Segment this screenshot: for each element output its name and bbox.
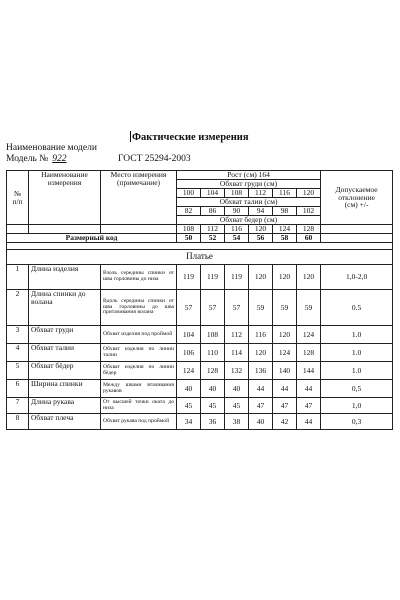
- measurement-value: 44: [249, 380, 273, 398]
- size-code: 52: [201, 234, 225, 243]
- table-row: [7, 380, 393, 398]
- measurement-value: 40: [201, 380, 225, 398]
- blank-cell: [101, 225, 177, 234]
- measurement-value: 45: [201, 398, 225, 414]
- measurement-value: 59: [273, 290, 297, 326]
- measurement-value: 112: [225, 326, 249, 344]
- measurement-place: Обхват изделия под проймой: [101, 326, 177, 344]
- row-number: 1: [7, 265, 29, 290]
- measurement-value: 34: [177, 414, 201, 430]
- row-number: 2: [7, 290, 29, 326]
- document-title-text: Фактические измерения: [132, 132, 249, 143]
- col-header-name: Наименование измерения: [29, 171, 101, 225]
- measurement-value: 108: [201, 326, 225, 344]
- col-header-number: № п/п: [7, 171, 29, 225]
- hips-header: Обхват бедер (см): [177, 216, 321, 225]
- measurement-value: 140: [273, 362, 297, 380]
- measurement-place: Между швами втачивания рукавов: [101, 380, 177, 398]
- table-row: [7, 290, 393, 326]
- measurement-value: 116: [249, 326, 273, 344]
- height-header: Рост (см) 164: [177, 171, 321, 180]
- col-header-place: Место измерения (примечание): [101, 171, 177, 225]
- table-row: [7, 265, 393, 290]
- size-code-label: Размерный код: [7, 234, 177, 243]
- size-code: 58: [273, 234, 297, 243]
- measurement-value: 47: [249, 398, 273, 414]
- chest-value: 100: [177, 189, 201, 198]
- row-number: 4: [7, 344, 29, 362]
- blank-cell: [29, 225, 101, 234]
- tolerance-value: 1.0: [321, 362, 393, 380]
- measurement-name: Длина изделия: [29, 265, 101, 290]
- table-row: [7, 326, 393, 344]
- row-number: 6: [7, 380, 29, 398]
- measurement-value: 45: [177, 398, 201, 414]
- table-row: [7, 414, 393, 430]
- waist-value: 86: [201, 207, 225, 216]
- waist-value: 102: [297, 207, 321, 216]
- measurement-value: 120: [273, 326, 297, 344]
- measurement-value: 38: [225, 414, 249, 430]
- size-code: 60: [297, 234, 321, 243]
- measurement-value: 40: [249, 414, 273, 430]
- measurement-value: 59: [297, 290, 321, 326]
- hips-value: 124: [273, 225, 297, 234]
- tolerance-value: 1.0: [321, 344, 393, 362]
- measurement-place: Обхват рукава под проймой: [101, 414, 177, 430]
- measurement-value: 45: [225, 398, 249, 414]
- waist-value: 90: [225, 207, 249, 216]
- measurements-table: [6, 170, 393, 430]
- measurement-place: Взоль середины спинки от шва горловины до низа: [101, 265, 177, 290]
- measurement-value: 40: [177, 380, 201, 398]
- measurement-name: Обхват плеча: [29, 414, 101, 430]
- measurement-name: Обхват талии: [29, 344, 101, 362]
- measurement-place: Обхват изделия по линии талии: [101, 344, 177, 362]
- table-row: [7, 398, 393, 414]
- measurement-name: Длина спинки до волана: [29, 290, 101, 326]
- spacer-row: [7, 243, 393, 250]
- waist-value: 94: [249, 207, 273, 216]
- measurement-value: 57: [177, 290, 201, 326]
- hips-value: 108: [177, 225, 201, 234]
- measurement-value: 119: [177, 265, 201, 290]
- table-row: [7, 344, 393, 362]
- tolerance-value: 0,5: [321, 380, 393, 398]
- model-name-label: Наименование модели: [6, 143, 97, 153]
- measurement-value: 124: [297, 326, 321, 344]
- waist-header: Обхват талии (см): [177, 198, 321, 207]
- measurement-value: 124: [273, 344, 297, 362]
- measurement-value: 124: [177, 362, 201, 380]
- measurement-value: 128: [297, 344, 321, 362]
- measurement-value: 44: [297, 414, 321, 430]
- measurement-name: Обхват груди: [29, 326, 101, 344]
- waist-value: 98: [273, 207, 297, 216]
- tolerance-value: 1.0: [321, 326, 393, 344]
- hips-value: 116: [225, 225, 249, 234]
- tolerance-value: 1,0-2,0: [321, 265, 393, 290]
- chest-value: 104: [201, 189, 225, 198]
- measurement-value: 132: [225, 362, 249, 380]
- measurement-value: 44: [273, 380, 297, 398]
- hips-value: 128: [297, 225, 321, 234]
- measurement-place: Обхват изделия по линии бёдер: [101, 362, 177, 380]
- tolerance-header: Допускаемое отклонение (см) +/-: [321, 171, 393, 225]
- model-number-label: Модель №: [6, 154, 49, 164]
- standard-label: ГОСТ 25294-2003: [118, 154, 191, 164]
- document-title: [130, 131, 249, 143]
- measurement-value: 104: [177, 326, 201, 344]
- measurement-value: 114: [225, 344, 249, 362]
- measurement-value: 119: [201, 265, 225, 290]
- measurement-value: 36: [201, 414, 225, 430]
- row-number: 7: [7, 398, 29, 414]
- chest-value: 112: [249, 189, 273, 198]
- size-code: 54: [225, 234, 249, 243]
- measurement-value: 40: [225, 380, 249, 398]
- hips-value: 112: [201, 225, 225, 234]
- blank-cell: [7, 225, 29, 234]
- row-number: 5: [7, 362, 29, 380]
- measurement-value: 59: [249, 290, 273, 326]
- chest-value: 120: [297, 189, 321, 198]
- measurement-name: Длина рукава: [29, 398, 101, 414]
- measurement-value: 120: [297, 265, 321, 290]
- measurement-value: 42: [273, 414, 297, 430]
- model-number-line: [6, 154, 191, 164]
- hips-value: 120: [249, 225, 273, 234]
- measurement-value: 128: [201, 362, 225, 380]
- measurement-value: 47: [273, 398, 297, 414]
- measurement-value: 120: [273, 265, 297, 290]
- measurement-value: 110: [201, 344, 225, 362]
- measurement-value: 106: [177, 344, 201, 362]
- measurement-place: Вдоль середины спинки от шва горловины до шва притачивания волана: [101, 290, 177, 326]
- chest-value: 116: [273, 189, 297, 198]
- tolerance-value: 0.5: [321, 290, 393, 326]
- waist-value: 82: [177, 207, 201, 216]
- measurement-place: От высшей точки оката до низа: [101, 398, 177, 414]
- size-code: 56: [249, 234, 273, 243]
- row-number: 8: [7, 414, 29, 430]
- table-row: [7, 362, 393, 380]
- blank-cell: [321, 225, 393, 234]
- measurement-name: Ширина спинки: [29, 380, 101, 398]
- measurement-value: 47: [297, 398, 321, 414]
- blank-cell: [321, 234, 393, 243]
- section-title: Платье: [7, 250, 393, 265]
- measurement-name: Обхват бёдер: [29, 362, 101, 380]
- model-number-value: 922: [52, 154, 67, 164]
- chest-header: Обхват груди (см): [177, 180, 321, 189]
- tolerance-value: 0,3: [321, 414, 393, 430]
- measurement-value: 144: [297, 362, 321, 380]
- measurement-value: 136: [249, 362, 273, 380]
- tolerance-value: 1,0: [321, 398, 393, 414]
- measurement-value: 57: [201, 290, 225, 326]
- text-cursor: [130, 131, 131, 142]
- measurement-value: 57: [225, 290, 249, 326]
- measurement-value: 120: [249, 344, 273, 362]
- row-number: 3: [7, 326, 29, 344]
- measurement-value: 120: [249, 265, 273, 290]
- measurement-value: 119: [225, 265, 249, 290]
- measurement-value: 44: [297, 380, 321, 398]
- chest-value: 108: [225, 189, 249, 198]
- size-code: 50: [177, 234, 201, 243]
